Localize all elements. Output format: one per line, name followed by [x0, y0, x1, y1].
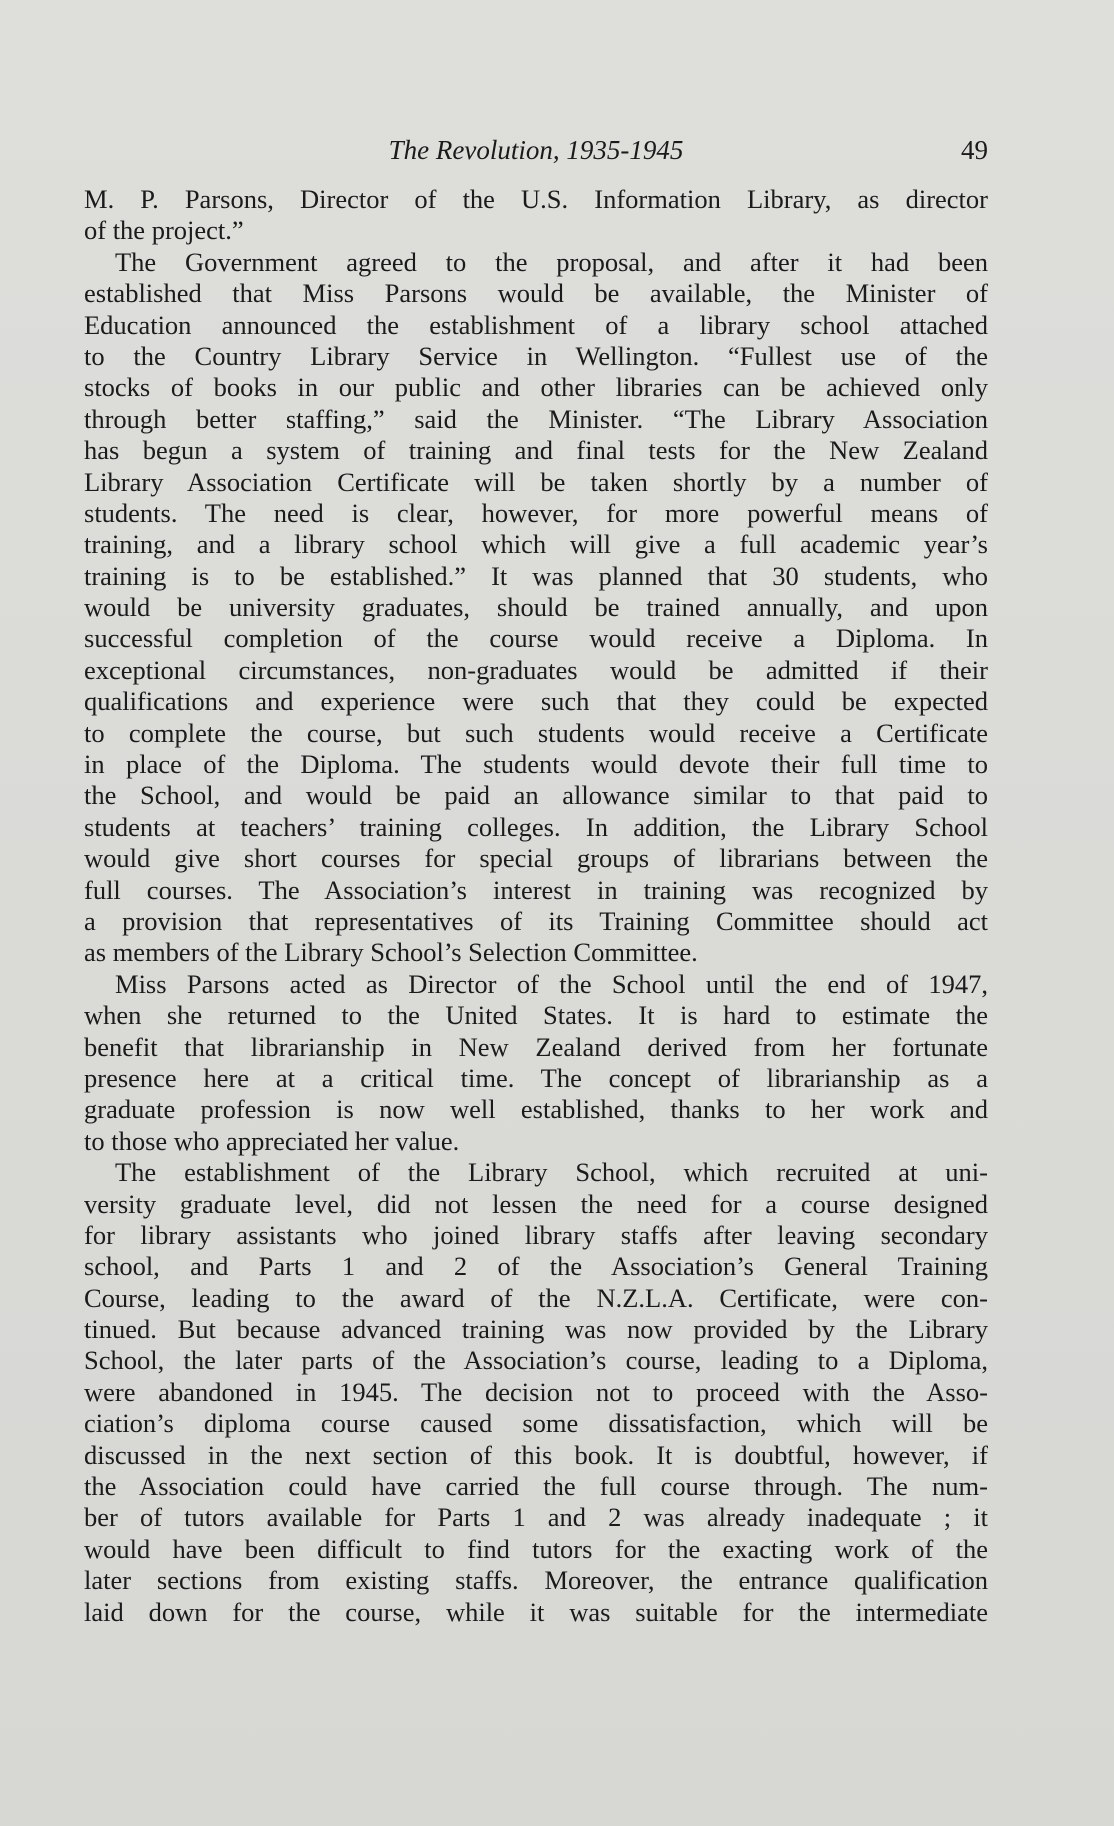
- text-line: tinued. But because advanced training was now provided by the Library: [84, 1314, 988, 1345]
- text-line: presence here at a critical time. The concept of librarianship as a: [84, 1062, 988, 1093]
- text-line: through better staffing,” said the Minister. “The Library Association: [84, 403, 988, 434]
- body-text: [84, 184, 988, 1628]
- running-title: The Revolution, 1935-1945: [388, 135, 684, 165]
- text-line: would give short courses for special groups of librarians between the: [84, 843, 988, 874]
- text-line: successful completion of the course would receive a Diploma. In: [84, 623, 988, 654]
- text-line: school, and Parts 1 and 2 of the Association’s General Training: [84, 1251, 988, 1282]
- text-line: The establishment of the Library School, which recruited at uni-: [115, 1157, 988, 1188]
- text-line: later sections from existing staffs. Moreover, the entrance qualification: [84, 1565, 988, 1596]
- text-line: for library assistants who joined library staffs after leaving secondary: [84, 1219, 988, 1250]
- text-line: The Government agreed to the proposal, and after it had been: [115, 246, 988, 277]
- text-line: exceptional circumstances, non-graduates would be admitted if their: [84, 654, 988, 685]
- text-line: Education announced the establishment of a library school attached: [84, 309, 988, 340]
- text-line: a provision that representatives of its Training Committee should act: [84, 905, 988, 936]
- page-number: 49: [961, 135, 988, 165]
- text-line: laid down for the course, while it was suitable for the intermediate: [84, 1596, 988, 1627]
- text-line: stocks of books in our public and other libraries can be achieved only: [84, 372, 988, 403]
- text-line: students at teachers’ training colleges. In addition, the Library School: [84, 811, 988, 842]
- text-line: qualifications and experience were such that they could be expected: [84, 686, 988, 717]
- text-line: would have been difficult to find tutors for the exacting work of the: [84, 1533, 988, 1564]
- text-line: when she returned to the United States. It is hard to estimate the: [84, 1000, 988, 1031]
- text-line: in place of the Diploma. The students would devote their full time to: [84, 749, 988, 780]
- text-line: ciation’s diploma course caused some dissatisfaction, which will be: [84, 1408, 988, 1439]
- text-line: Miss Parsons acted as Director of the School until the end of 1947,: [115, 968, 988, 999]
- text-line: Library Association Certificate will be taken shortly by a number of: [84, 466, 988, 497]
- text-line: the Association could have carried the full course through. The num-: [84, 1471, 988, 1502]
- text-line: has begun a system of training and final tests for the New Zealand: [84, 435, 988, 466]
- text-line: students. The need is clear, however, for more powerful means of: [84, 497, 988, 528]
- text-line: were abandoned in 1945. The decision not to proceed with the Asso-: [84, 1376, 988, 1407]
- text-line: to the Country Library Service in Wellington. “Fullest use of the: [84, 340, 988, 371]
- text-line: training is to be established.” It was planned that 30 students, who: [84, 560, 988, 591]
- text-line: training, and a library school which will give a full academic year’s: [84, 529, 988, 560]
- text-line: as members of the Library School’s Selection Committee.: [84, 937, 698, 968]
- text-line: discussed in the next section of this book. It is doubtful, however, if: [84, 1439, 988, 1470]
- text-line: to complete the course, but such students would receive a Certificate: [84, 717, 988, 748]
- text-line: of the project.”: [84, 215, 244, 246]
- text-line: the School, and would be paid an allowance similar to that paid to: [84, 780, 988, 811]
- running-head: [84, 130, 988, 170]
- text-line: full courses. The Association’s interest in training was recognized by: [84, 874, 988, 905]
- text-line: School, the later parts of the Association’s course, leading to a Diploma,: [84, 1345, 988, 1376]
- text-line: versity graduate level, did not lessen the need for a course designed: [84, 1188, 988, 1219]
- text-line: M. P. Parsons, Director of the U.S. Information Library, as director: [84, 184, 988, 214]
- text-line: Course, leading to the award of the N.Z.L.A. Certificate, were con-: [84, 1282, 988, 1313]
- text-line: would be university graduates, should be trained annually, and upon: [84, 592, 988, 623]
- text-line: ber of tutors available for Parts 1 and 2 was already inadequate ; it: [84, 1502, 988, 1533]
- text-line: to those who appreciated her value.: [84, 1125, 460, 1156]
- text-line: established that Miss Parsons would be available, the Minister of: [84, 278, 988, 309]
- text-line: graduate profession is now well established, thanks to her work and: [84, 1094, 988, 1125]
- text-line: benefit that librarianship in New Zealand derived from her fortunate: [84, 1031, 988, 1062]
